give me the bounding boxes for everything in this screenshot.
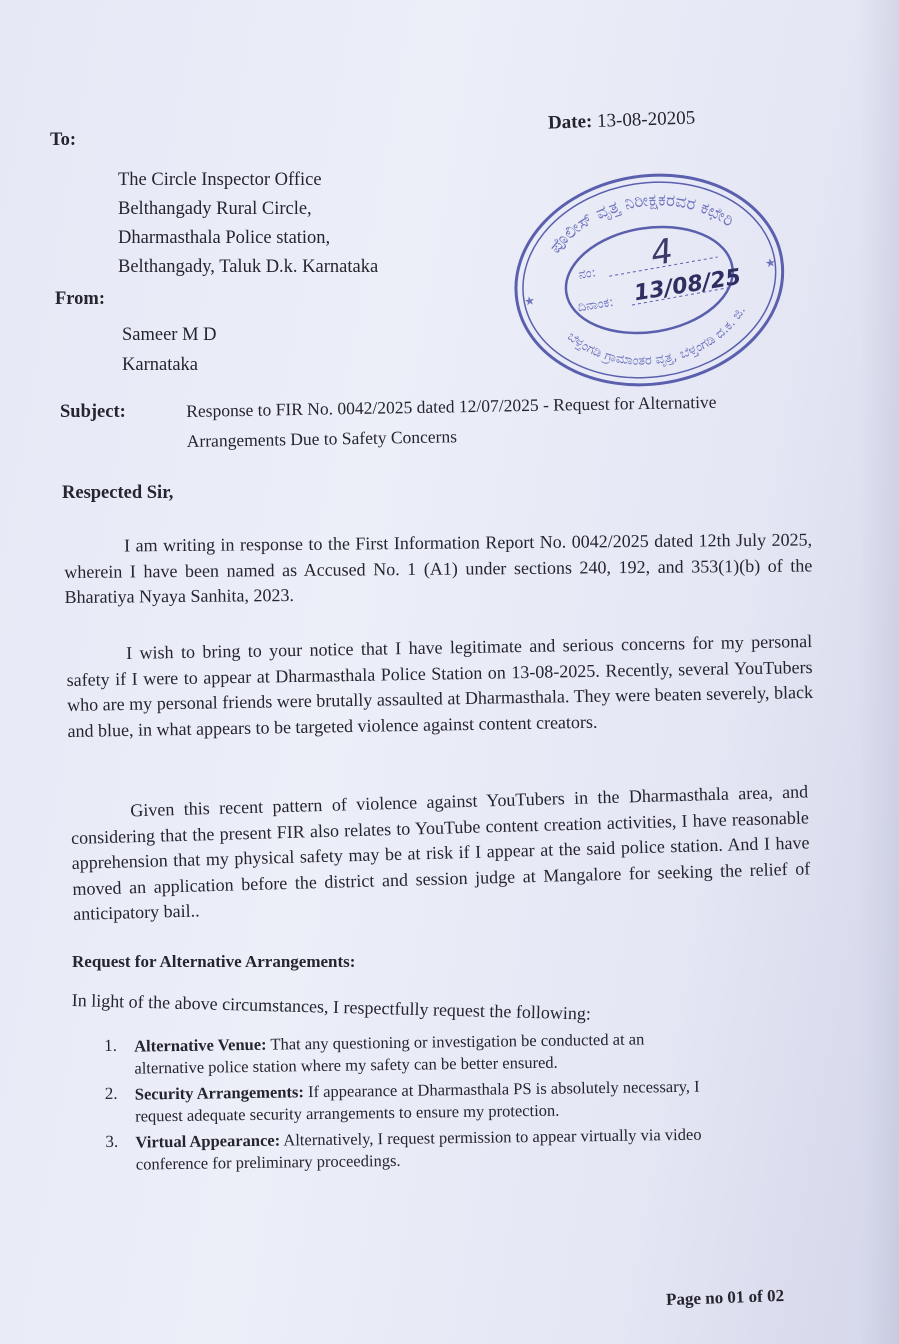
page-edge-shadow [859, 0, 899, 1344]
list-item-text: request adequate security arrangements to ensure my protection. [134, 1100, 560, 1126]
stamp-no-label: ನಂ: [577, 265, 598, 283]
list-item-title: Alternative Venue: [134, 1034, 267, 1056]
to-address-line: The Circle Inspector Office [118, 170, 322, 190]
from-name: Sameer M D [122, 325, 217, 345]
to-address [118, 166, 378, 282]
list-item-title: Virtual Appearance: [135, 1130, 281, 1152]
subject-line: Arrangements Due to Safety Concerns [186, 426, 458, 451]
list-item-text: If appearance at Dharmasthala PS is absolutely necessary, I [307, 1076, 700, 1102]
from-place: Karnataka [122, 355, 199, 375]
from-block [122, 320, 217, 380]
list-item-text: conference for preliminary proceedings. [135, 1150, 401, 1174]
stamp-date-value: 13/08/25 [632, 264, 743, 307]
list-item-text: That any questioning or investigation be conducted at an [270, 1029, 645, 1054]
stamp-bottom-text: ಬೆಳ್ತಂಗಡಿ ಗ್ರಾಮಾಂತರ ವೃತ್ತ, ಬೆಳ್ತಂಗಡಿ ದ.ಕ. ಜಿ. [564, 303, 750, 370]
date-value: 13-08-20205 [596, 107, 696, 132]
svg-text:★: ★ [523, 293, 536, 309]
stamp-no-value: 4 [648, 231, 676, 275]
stamp-top-text: ಪೊಲೀಸ್ ವೃತ್ತ ನಿರೀಕ್ಷಕರವರ ಕಛೇರಿ [545, 190, 738, 258]
to-address-line: Dharmasthala Police station, [118, 228, 331, 248]
list-item [105, 1074, 806, 1128]
request-heading: Request for Alternative Arrangements: [72, 952, 356, 971]
request-list [104, 1026, 806, 1176]
to-address-line: Belthangady Rural Circle, [118, 199, 312, 219]
list-item-title: Security Arrangements: [134, 1082, 305, 1104]
body-paragraph: Given this recent pattern of violence against YouTubers in the Dharmasthala area, and considering that the present FIR also relates to YouTube content creation activities, I have reasonable apprehension that my physical safety may be at risk if I appear at the said police station. And I have moved an application before the district and session judge at Mangalore for seeking the relief of anticipatory bail.. [70, 781, 811, 924]
to-label: To: [50, 130, 77, 150]
stamp-seal-icon [495, 148, 804, 409]
official-stamp [495, 148, 804, 409]
date-line [548, 107, 696, 134]
list-item [105, 1122, 806, 1176]
body-paragraph: I wish to bring to your notice that I have legitimate and serious concerns for my personal safety if I were to appear at Dharmasthala Police Station on 13-08-2025. Recently, several YouTubers who are my personal friends were brutally assaulted at Dharmasthala. They were beaten severely, black and blue, in what appears to be targeted violence against content creators. [66, 630, 814, 741]
list-item-text: alternative police station where my safety can be better ensured. [134, 1052, 558, 1078]
request-intro: In light of the above circumstances, I respectfully request the following: [71, 990, 592, 1024]
list-item-text: Alternatively, I request permission to appear virtually via video [283, 1124, 702, 1150]
salutation: Respected Sir, [62, 483, 174, 503]
from-label: From: [55, 289, 105, 309]
page-number: Page no 01 of 02 [665, 1285, 785, 1310]
list-number: 1. [104, 1035, 118, 1055]
list-number: 2. [104, 1083, 118, 1103]
body-paragraph: I am writing in response to the First Information Report No. 0042/2025 dated 12th July 2025, wherein I have been named as Accused No. 1 (A1) under sections 240, 192, and 353(1)(b) of the Bharatiya Nyaya Sanhita, 2023. [64, 529, 813, 607]
subject-line: Response to FIR No. 0042/2025 dated 12/07/2025 - Request for Alternative [186, 391, 717, 421]
list-number: 3. [105, 1131, 119, 1151]
subject-text [186, 387, 717, 456]
date-label: Date: [547, 111, 593, 134]
list-item [104, 1026, 805, 1080]
to-address-line: Belthangady, Taluk D.k. Karnataka [118, 257, 379, 277]
stamp-date-label: ದಿನಾಂಕ: [576, 294, 615, 316]
subject-label: Subject: [60, 402, 126, 422]
svg-text:★: ★ [764, 255, 777, 271]
